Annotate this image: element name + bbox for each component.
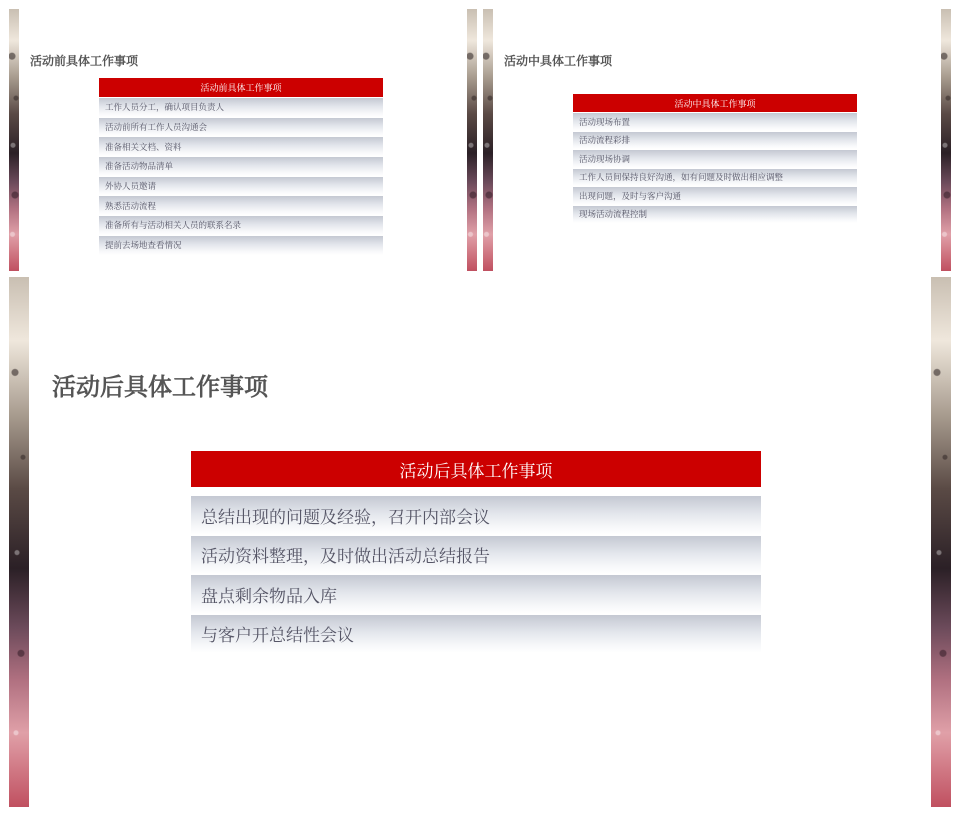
task-table <box>573 94 857 223</box>
table-row: 外协人员邀请 <box>99 176 383 196</box>
decorative-strip-left <box>9 9 19 271</box>
slide-after-event <box>9 277 951 807</box>
table-row: 提前去场地查看情况 <box>99 235 383 255</box>
table-row: 活动前所有工作人员沟通会 <box>99 117 383 137</box>
task-table <box>191 451 761 653</box>
decorative-strip-right <box>941 9 951 271</box>
table-row: 现场活动流程控制 <box>573 205 857 224</box>
slide-title: 活动前具体工作事项 <box>30 54 139 68</box>
table-row: 准备相关文档、资料 <box>99 136 383 156</box>
table-row: 活动现场布置 <box>573 112 857 131</box>
slide-during-event <box>483 9 951 271</box>
table-header: 活动后具体工作事项 <box>191 451 761 487</box>
slide-title: 活动中具体工作事项 <box>504 54 613 68</box>
table-row: 准备所有与活动相关人员的联系名录 <box>99 215 383 235</box>
decorative-strip-left <box>483 9 493 271</box>
task-table <box>99 78 383 255</box>
decorative-strip-right <box>931 277 951 807</box>
decorative-strip-left <box>9 277 29 807</box>
table-row: 活动现场协调 <box>573 149 857 168</box>
decorative-strip-right <box>467 9 477 271</box>
table-row: 工作人员分工，确认项目负责人 <box>99 97 383 117</box>
slide-before-event <box>9 9 477 271</box>
table-row: 出现问题，及时与客户沟通 <box>573 186 857 205</box>
table-header: 活动前具体工作事项 <box>99 78 383 97</box>
table-row: 盘点剩余物品入库 <box>191 574 761 614</box>
table-row: 与客户开总结性会议 <box>191 614 761 654</box>
table-header: 活动中具体工作事项 <box>573 94 857 112</box>
table-row: 活动资料整理，及时做出活动总结报告 <box>191 535 761 575</box>
table-row: 熟悉活动流程 <box>99 195 383 215</box>
table-row: 工作人员间保持良好沟通，如有问题及时做出相应调整 <box>573 168 857 187</box>
table-row: 总结出现的问题及经验，召开内部会议 <box>191 495 761 535</box>
table-row: 准备活动物品清单 <box>99 156 383 176</box>
slide-title: 活动后具体工作事项 <box>52 373 268 401</box>
table-row: 活动流程彩排 <box>573 131 857 150</box>
